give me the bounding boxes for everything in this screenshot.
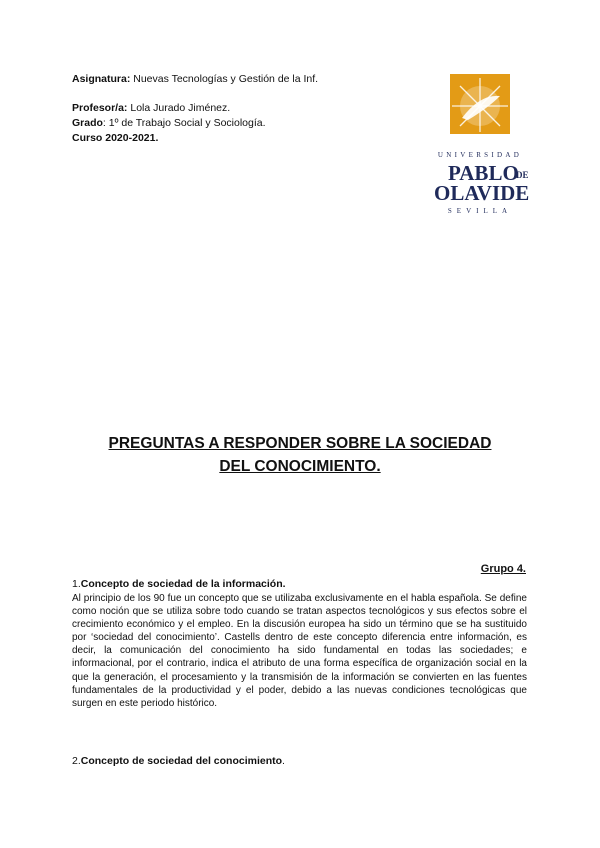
profesor-line (72, 102, 230, 115)
asignatura-line (72, 73, 318, 86)
logo-olavide: OLAVIDE (434, 181, 530, 205)
section2-title: Concepto de sociedad del conocimiento (80, 755, 283, 767)
sun-emblem-icon (428, 74, 532, 214)
logo-universidad: UNIVERSIDAD (437, 151, 523, 159)
curso-value: Curso 2020-2021. (72, 132, 159, 144)
profesor-label: Profesor/a: (72, 102, 128, 114)
logo-pablo: PABLO (448, 161, 519, 185)
section2-suffix: . (282, 755, 285, 767)
section1-body: Al principio de los 90 fue un concepto que se utilizaba exclusivamente en el habla española. Se define como noción que se utiliza sobre todo cuando se tratan aspectos tecnológicos y sus efectos sobre el crecimiento económico y el empleo. En la discusión europea ha sido un término que se ha sustituido por ‘sociedad del conocimiento’. Castells dentro de este concepto diferencia entre información, es decir, la comunicación del conocimiento ha sido fundamental en todas las sociedades; e informacional, por el contrario, indica el atributo de una forma específica de organización social en la que la generación, el procesamiento y la transmisión de la información se convierten en las fuentes fundamentales de la productividad y el poder, debido a las nuevas condiciones tecnológicas que surgen en este periodo histórico. (72, 593, 527, 709)
asignatura-label: Asignatura: (72, 73, 131, 85)
section2-heading (72, 755, 285, 767)
section1-title: Concepto de sociedad de la información. (80, 578, 286, 590)
group-label: Grupo 4. (480, 563, 526, 575)
section2-number: 2. (72, 755, 81, 767)
grado-value: : 1º de Trabajo Social y Sociología. (102, 117, 266, 129)
section1-heading (72, 578, 286, 590)
profesor-value: Lola Jurado Jiménez. (127, 102, 231, 114)
page-title-line1: PREGUNTAS A RESPONDER SOBRE LA SOCIEDAD (108, 435, 492, 452)
page-title-line2: DEL CONOCIMIENTO. (219, 458, 381, 475)
curso-line (72, 132, 158, 145)
logo-sevilla: SEVILLA (447, 207, 513, 214)
grado-line (72, 117, 266, 130)
asignatura-value: Nuevas Tecnologías y Gestión de la Inf. (130, 73, 319, 85)
grado-label: Grado (72, 117, 103, 129)
section1-number: 1. (72, 578, 81, 590)
university-logo (428, 74, 532, 214)
logo-de: DE (516, 170, 529, 180)
